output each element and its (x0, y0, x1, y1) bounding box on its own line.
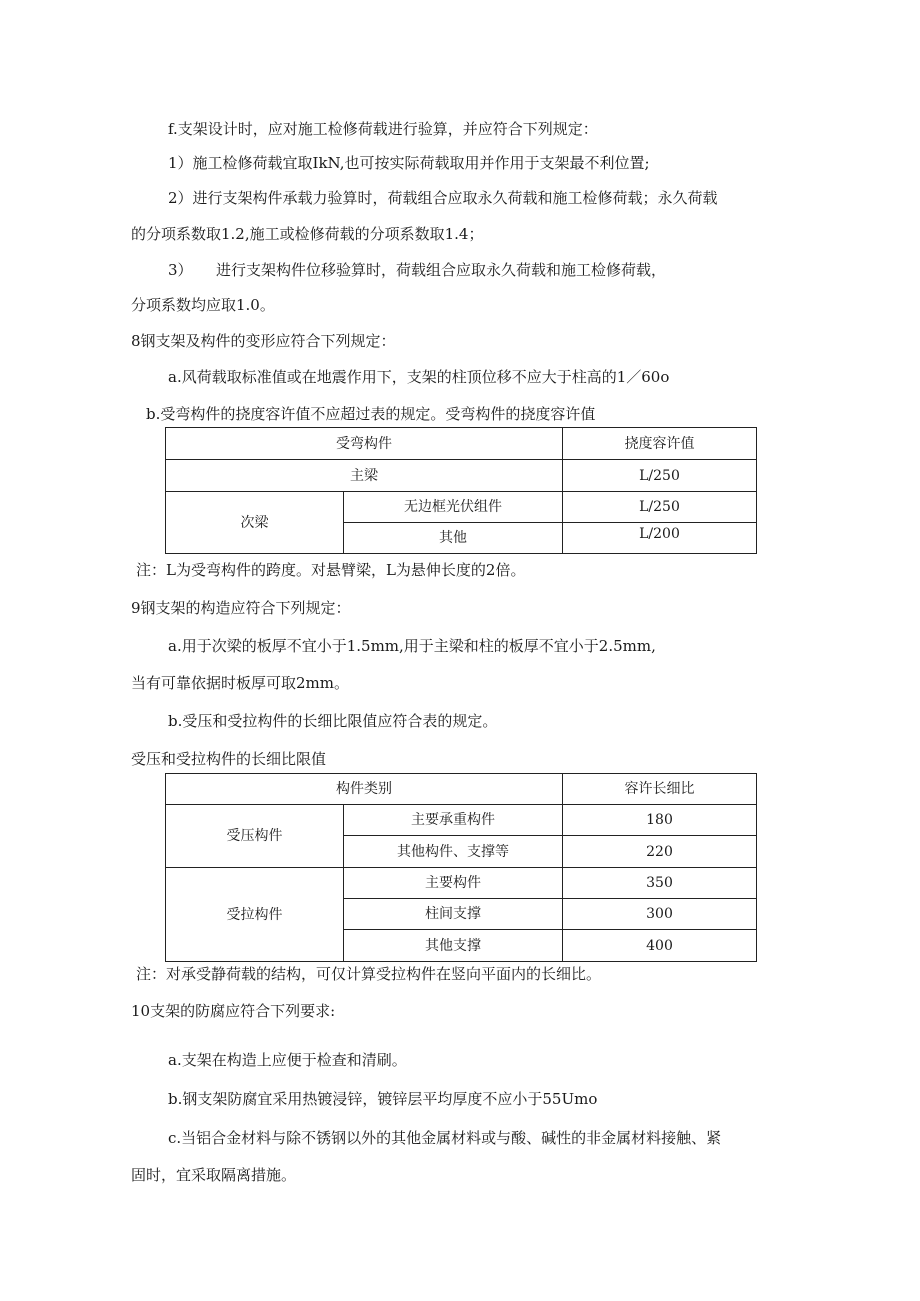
table2-t3: 其他支撑 (344, 930, 563, 962)
section-10-heading: 10支架的防腐应符合下列要求: (131, 1002, 336, 1020)
table1-sub2-value: L/200 (563, 523, 757, 554)
para-f3-line1: 进行支架构件位移验算时，荷载组合应取永久荷载和施工检修荷载， (216, 261, 667, 279)
table2-t1: 主要构件 (344, 868, 563, 899)
table1-header-value: 挠度容许值 (563, 428, 757, 460)
slenderness-table (165, 773, 757, 962)
table2-t2: 柱间支撑 (344, 899, 563, 930)
table2-t1-value: 350 (563, 868, 757, 899)
para-f-intro: f.支架设计时，应对施工检修荷载进行验算，并应符合下列规定： (168, 120, 598, 138)
table2-t3-value: 400 (563, 930, 757, 962)
table2-t2-value: 300 (563, 899, 757, 930)
table1-sub2: 其他 (344, 523, 563, 554)
table1-sub1-value: L/250 (563, 492, 757, 523)
para-10c-line1: c.当铝合金材料与除不锈钢以外的其他金属材料或与酸、碱性的非金属材料接触、紧 (168, 1129, 722, 1147)
table2-note: 注：对承受静荷载的结构，可仅计算受拉构件在竖向平面内的长细比。 (136, 965, 602, 983)
table1-note: 注：L为受弯构件的跨度。对悬臂梁，L为悬伸长度的2倍。 (136, 561, 526, 579)
para-8b: b.受弯构件的挠度容许值不应超过表的规定。受弯构件的挠度容许值 (146, 405, 596, 423)
para-9a-line1: a.用于次梁的板厚不宜小于1.5mm,用于主梁和柱的板厚不宜小于2.5mm, (168, 637, 656, 655)
para-f1: 1）施工检修荷载宜取IkN,也可按实际荷载取用并作用于支架最不利位置; (168, 154, 650, 172)
table2-c2: 其他构件、支撑等 (344, 836, 563, 868)
para-10c-line2: 固时，宜采取隔离措施。 (131, 1166, 297, 1184)
para-f3-line2: 分项系数均应取1.0。 (131, 296, 275, 314)
para-10a: a.支架在构造上应便于检查和清刷。 (168, 1051, 407, 1069)
table2-header-category: 构件类别 (166, 774, 563, 805)
para-f3-number: 3） (168, 261, 193, 279)
table1-sub1: 无边框光伏组件 (344, 492, 563, 523)
table2-tension: 受拉构件 (166, 868, 344, 962)
table2-compression: 受压构件 (166, 805, 344, 868)
table-row (166, 428, 757, 460)
table2-caption: 受压和受拉构件的长细比限值 (131, 750, 327, 768)
para-f2-line1: 2）进行支架构件承载力验算时，荷载组合应取永久荷载和施工检修荷载；永久荷载 (168, 189, 718, 207)
table2-c2-value: 220 (563, 836, 757, 868)
section-8-heading: 8钢支架及构件的变形应符合下列规定： (131, 332, 396, 350)
table1-main-beam-value: L/250 (563, 460, 757, 492)
table1-header-member: 受弯构件 (166, 428, 563, 460)
table2-c1-value: 180 (563, 805, 757, 836)
para-8a: a.风荷载取标准值或在地震作用下，支架的柱顶位移不应大于柱高的1／60o (168, 368, 670, 386)
table-row (166, 492, 757, 523)
table-row (166, 774, 757, 805)
para-9a-line2: 当有可靠依据时板厚可取2mm。 (131, 674, 349, 692)
table-row (166, 460, 757, 492)
table2-header-value: 容许长细比 (563, 774, 757, 805)
para-f2-line2: 的分项系数取1.2,施工或检修荷载的分项系数取1.4； (131, 225, 484, 243)
table-row (166, 868, 757, 899)
table2-c1: 主要承重构件 (344, 805, 563, 836)
table-row (166, 805, 757, 836)
deflection-table (165, 427, 757, 554)
table1-secondary-beam: 次梁 (166, 492, 344, 554)
section-9-heading: 9钢支架的构造应符合下列规定： (131, 599, 351, 617)
para-10b: b.钢支架防腐宜采用热镀浸锌，镀锌层平均厚度不应小于55Umo (168, 1090, 598, 1108)
para-9b: b.受压和受拉构件的长细比限值应符合表的规定。 (168, 712, 498, 730)
table1-main-beam: 主梁 (166, 460, 563, 492)
